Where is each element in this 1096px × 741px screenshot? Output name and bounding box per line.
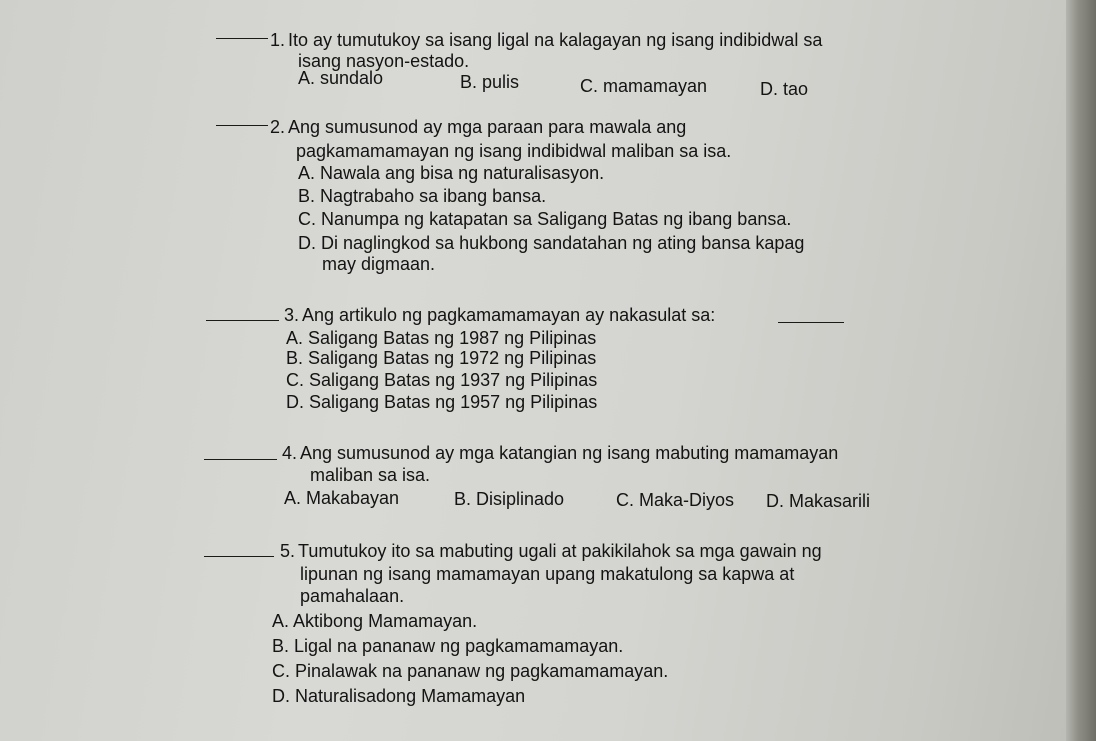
question-number: 1. (270, 30, 286, 50)
choice-b: B. Nagtrabaho sa ibang bansa. (298, 186, 547, 206)
question-stem-line: Ito ay tumutukoy sa isang ligal na kalagayan ng isang indibidwal sa (288, 30, 823, 50)
answer-blank-2 (216, 125, 268, 126)
answer-blank-5 (204, 556, 274, 557)
question-number: 4. (282, 443, 298, 463)
choice-d-continued: may digmaan. (322, 254, 436, 274)
choice-a: A. Aktibong Mamamayan. (272, 611, 478, 631)
answer-blank-1 (216, 38, 268, 39)
choice-a: A. Nawala ang bisa ng naturalisasyon. (298, 163, 605, 183)
choice-c: C. Pinalawak na pananaw ng pagkamamamayan. (272, 661, 669, 681)
choice-a: A. sundalo (298, 68, 384, 88)
choice-c: C. Maka-Diyos (616, 490, 735, 510)
choice-d: D. Naturalisadong Mamamayan (272, 686, 526, 706)
question-stem-line: Tumutukoy ito sa mabuting ugali at pakikilahok sa mga gawain ng (298, 541, 822, 561)
question-number: 5. (280, 541, 296, 561)
question-number: 2. (270, 117, 286, 137)
choice-d: D. Makasarili (766, 491, 871, 511)
choice-b: B. Saligang Batas ng 1972 ng Pilipinas (286, 348, 597, 368)
question-stem-line: Ang sumusunod ay mga katangian ng isang mabuting mamamayan (300, 443, 839, 463)
choice-a: A. Makabayan (284, 488, 400, 508)
choice-d: D. Saligang Batas ng 1957 ng Pilipinas (286, 392, 598, 412)
question-stem-line: maliban sa isa. (310, 465, 431, 485)
choice-a: A. Saligang Batas ng 1987 ng Pilipinas (286, 328, 597, 348)
choice-d: D. tao (760, 79, 809, 99)
question-stem-line: pamahalaan. (300, 586, 405, 606)
choice-c: C. Saligang Batas ng 1937 ng Pilipinas (286, 370, 598, 390)
choice-b: B. Disiplinado (454, 489, 565, 509)
choice-c: C. Nanumpa ng katapatan sa Saligang Batas ng ibang bansa. (298, 209, 792, 229)
choice-b: B. pulis (460, 72, 520, 92)
question-stem-line: lipunan ng isang mamamayan upang makatulong sa kapwa at (300, 564, 795, 584)
choice-d: D. Di naglingkod sa hukbong sandatahan ng ating bansa kapag (298, 233, 805, 253)
choice-c: C. mamamayan (580, 76, 708, 96)
question-stem-line: Ang sumusunod ay mga paraan para mawala ang (288, 117, 687, 137)
question-stem-line: Ang artikulo ng pagkamamamayan ay nakasulat sa: (302, 305, 716, 325)
photo-background-edge (1066, 0, 1096, 741)
answer-blank-3 (206, 320, 279, 321)
choice-b: B. Ligal na pananaw ng pagkamamamayan. (272, 636, 624, 656)
answer-blank-4 (204, 459, 277, 460)
question-stem-line: isang nasyon-estado. (298, 51, 470, 71)
question-number: 3. (284, 305, 300, 325)
question-stem-line: pagkamamamayan ng isang indibidwal maliban sa isa. (296, 141, 732, 161)
answer-blank-3b (778, 322, 844, 323)
